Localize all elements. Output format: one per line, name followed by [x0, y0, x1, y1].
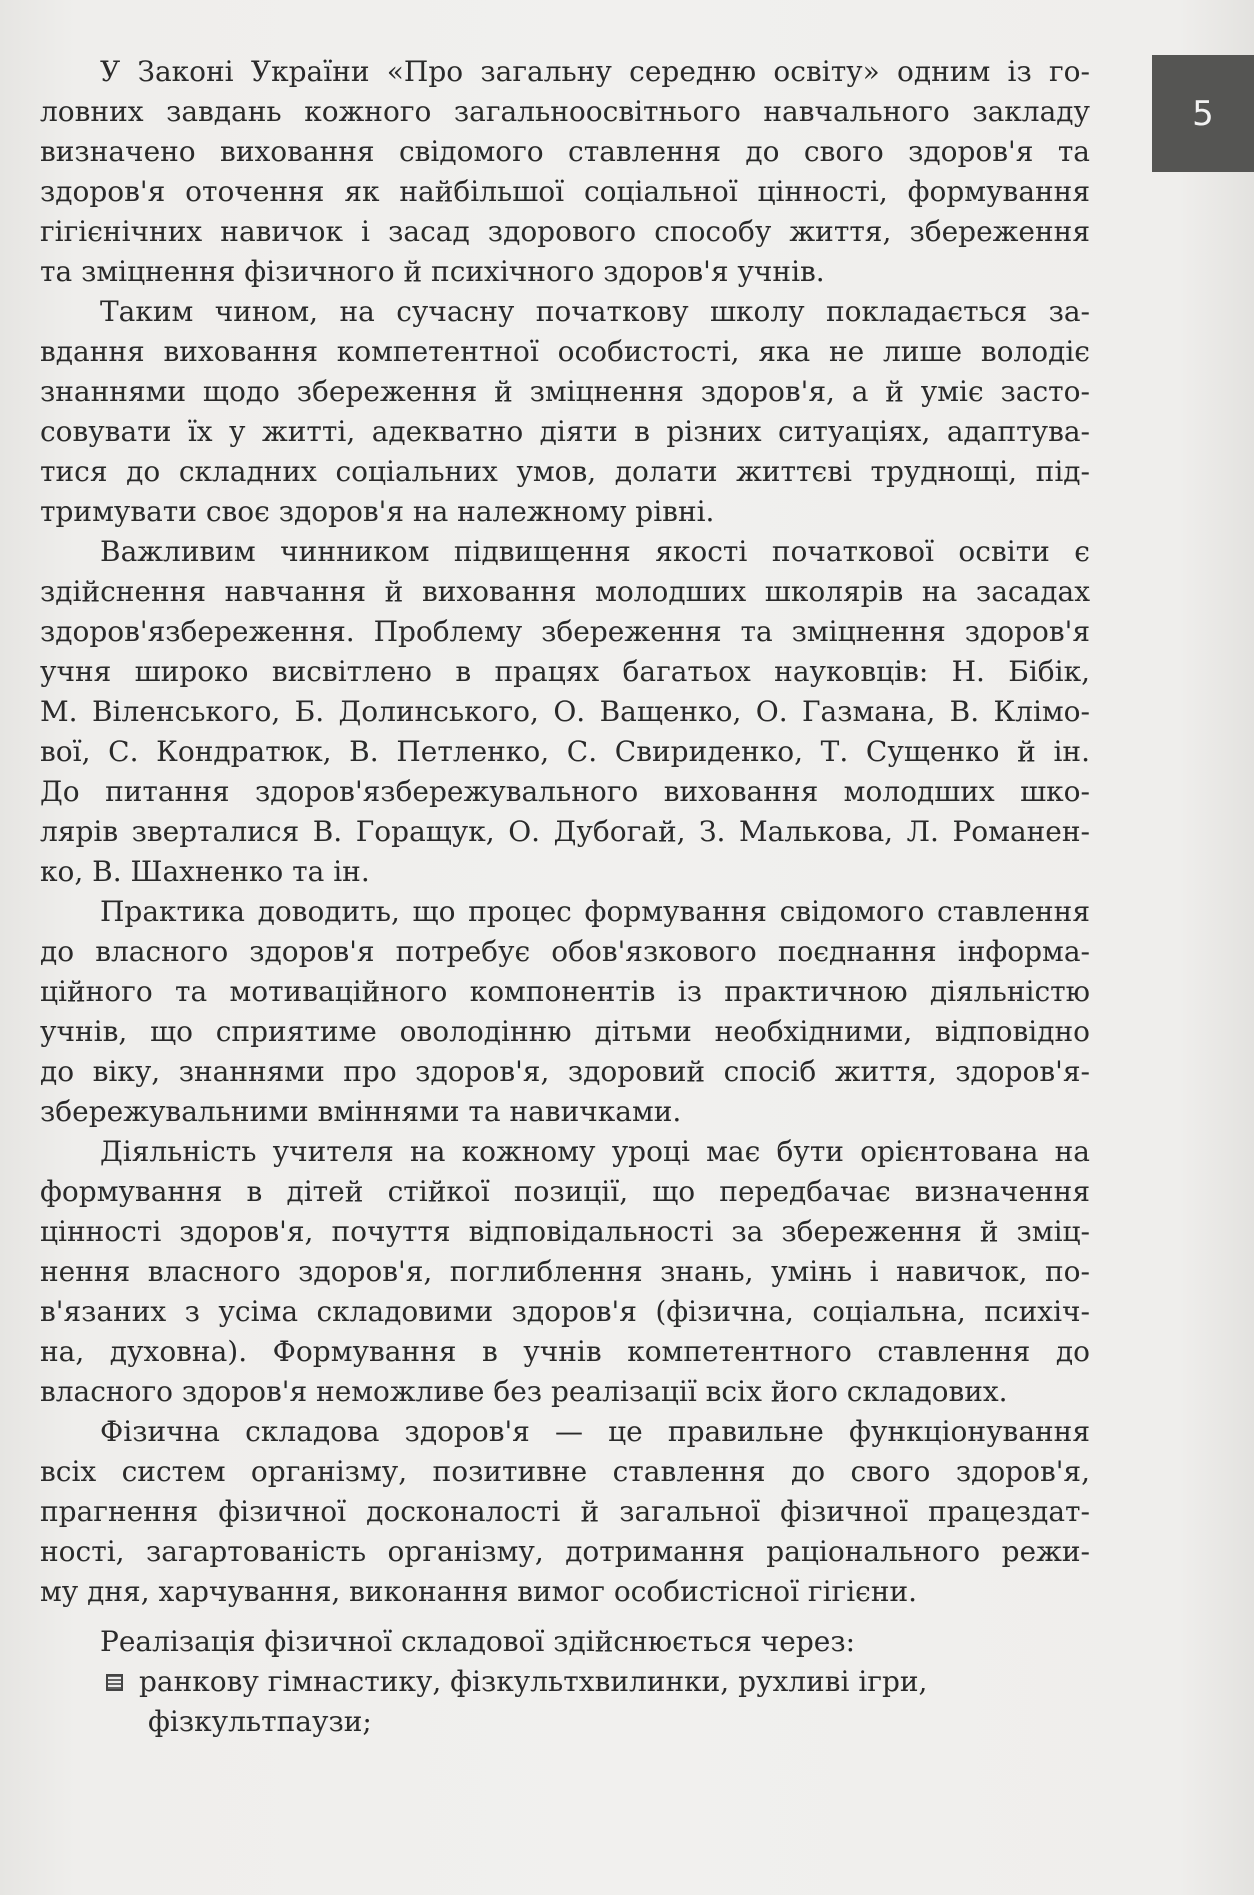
text-line: здоров'язбереження. Проблему збереження та зміцнення здоров'я: [40, 615, 1090, 648]
bullet-list: [40, 1662, 1090, 1742]
paragraph-5: [40, 1132, 1090, 1412]
text-line: здійснення навчання й виховання молодших школярів на засадах: [40, 575, 1090, 608]
text-line: ко, В. Шахненко та ін.: [40, 855, 370, 888]
list-item-text: ранкову гімнастику, фізкультхвилинки, рухливі ігри,: [139, 1665, 928, 1698]
square-bullet-icon: [106, 1674, 123, 1691]
text-line: в'язаних з усіма складовими здоров'я (фізична, соціальна, психіч-: [40, 1295, 1090, 1328]
text-line: вдання виховання компетентної особистості, яка не лише володіє: [40, 335, 1090, 368]
text-line: У Законі України «Про загальну середню освіту» одним із го-: [100, 55, 1090, 88]
text-line: лярів зверталися В. Горащук, О. Дубогай, З. Малькова, Л. Романен-: [40, 815, 1090, 848]
paragraph-1: [40, 52, 1090, 292]
text-line: знаннями щодо збереження й зміцнення здоров'я, а й уміє засто-: [40, 375, 1090, 408]
text-line: вої, С. Кондратюк, В. Петленко, С. Свириденко, Т. Сущенко й ін.: [40, 735, 1090, 768]
text-line: му дня, харчування, виконання вимог особистісної гігієни.: [40, 1575, 918, 1608]
text-line: визначено виховання свідомого ставлення до свого здоров'я та: [40, 135, 1090, 168]
text-line: Діяльність учителя на кожному уроці має бути орієнтована на: [100, 1135, 1090, 1168]
text-line: здоров'я оточення як найбільшої соціальної цінності, формування: [40, 175, 1090, 208]
paragraph-2: [40, 292, 1090, 532]
text-line: до віку, знаннями про здоров'я, здоровий спосіб життя, здоров'я-: [40, 1055, 1090, 1088]
text-line: цінності здоров'я, почуття відповідальності за збереження й зміц-: [40, 1215, 1090, 1248]
list-item: [40, 1662, 1090, 1702]
spacer: [40, 1612, 1090, 1622]
text-line: на, духовна). Формування в учнів компетентного ставлення до: [40, 1335, 1090, 1368]
text-line: учня широко висвітлено в працях багатьох науковців: Н. Бібік,: [40, 655, 1090, 688]
text-line: тримувати своє здоров'я на належному рівні.: [40, 495, 715, 528]
text-line: формування в дітей стійкої позиції, що передбачає визначення: [40, 1175, 1090, 1208]
body-text: [40, 52, 1090, 1742]
text-line: всіх систем організму, позитивне ставлення до свого здоров'я,: [40, 1455, 1090, 1488]
text-line: учнів, що сприятиме оволодінню дітьми необхідними, відповідно: [40, 1015, 1090, 1048]
text-line: Практика доводить, що процес формування свідомого ставлення: [100, 895, 1090, 928]
text-line: Фізична складова здоров'я — це правильне функціонування: [100, 1415, 1090, 1448]
text-line: тися до складних соціальних умов, долати життєві труднощі, під-: [40, 455, 1090, 488]
text-line: до власного здоров'я потребує обов'язкового поєднання інформа-: [40, 935, 1090, 968]
text-line: ності, загартованість організму, дотримання раціонального режи-: [40, 1535, 1090, 1568]
text-line: Важливим чинником підвищення якості початкової освіти є: [100, 535, 1090, 568]
text-line: совувати їх у житті, адекватно діяти в різних ситуаціях, адаптува-: [40, 415, 1090, 448]
list-intro: Реалізація фізичної складової здійснюється через:: [100, 1625, 856, 1658]
page-number: 5: [1192, 93, 1214, 134]
list-item-continuation: фізкультпаузи;: [148, 1705, 372, 1738]
page-number-tab: [1152, 55, 1254, 172]
text-line: До питання здоров'язбережувального виховання молодших шко-: [40, 775, 1090, 808]
paragraph-3: [40, 532, 1090, 892]
text-line: прагнення фізичної досконалості й загальної фізичної працездат-: [40, 1495, 1090, 1528]
paragraph-4: [40, 892, 1090, 1132]
text-line: нення власного здоров'я, поглиблення знань, умінь і навичок, по-: [40, 1255, 1090, 1288]
text-line: збережувальними вміннями та навичками.: [40, 1095, 682, 1128]
text-line: гігієнічних навичок і засад здорового способу життя, збереження: [40, 215, 1090, 248]
text-line: власного здоров'я неможливе без реалізації всіх його складових.: [40, 1375, 1008, 1408]
paragraph-6: [40, 1412, 1090, 1612]
text-line: ційного та мотиваційного компонентів із практичною діяльністю: [40, 975, 1090, 1008]
text-line: Таким чином, на сучасну початкову школу покладається за-: [100, 295, 1090, 328]
text-line: та зміцнення фізичного й психічного здоров'я учнів.: [40, 255, 825, 288]
text-line: ловних завдань кожного загальноосвітнього навчального закладу: [40, 95, 1090, 128]
text-line: М. Віленського, Б. Долинського, О. Ващенко, О. Газмана, В. Клімо-: [40, 695, 1090, 728]
